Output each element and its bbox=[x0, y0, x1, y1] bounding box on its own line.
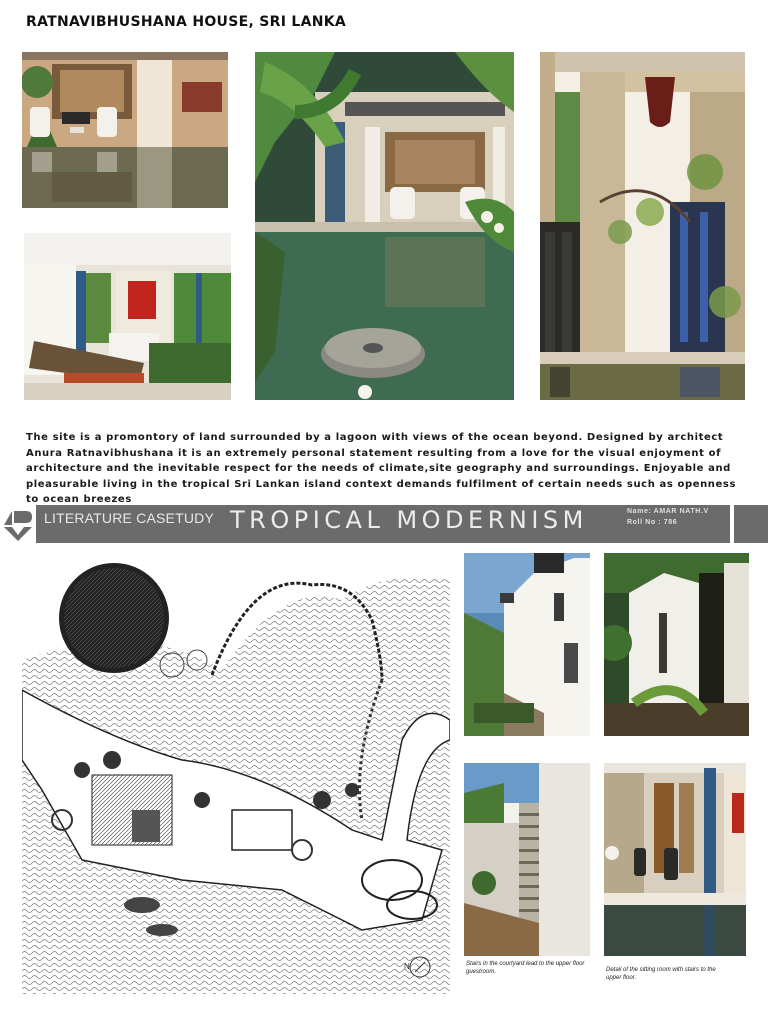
north-label: N bbox=[404, 962, 410, 971]
main-heading: TROPICAL MODERNISM bbox=[230, 506, 588, 534]
roll-number: Roll No : 786 bbox=[627, 519, 678, 526]
stone-frame-photo bbox=[540, 52, 745, 400]
white-walls-stairs-photo bbox=[464, 553, 590, 736]
courtyard-pool-photo bbox=[255, 52, 514, 400]
apv-logo bbox=[2, 505, 34, 543]
sitting-room-photo bbox=[604, 763, 746, 956]
dining-room-photo bbox=[24, 233, 231, 400]
banner-end-block bbox=[734, 505, 768, 543]
caption-courtyard-stairs: Stairs in the courtyard lead to the upper floor guestroom. bbox=[466, 961, 585, 975]
description-text: The site is a promontory of land surrounded by a lagoon with views of the ocean beyond. Designed by architect Anura Ratnavibhushana it is an extremely personal statement resulting from a love for the visual enjoyment of architecture and the inevitable respect for the needs of climate,site geography and surroundings. Enjoyable and pleasurable living in the tropical Sri Lankan island context demands fulfilment of certain needs such as openness to ocean breezes bbox=[26, 432, 737, 505]
page-title: RATNAVIBHUSHANA HOUSE, SRI LANKA bbox=[26, 14, 347, 30]
section-label: LITERATURE CASETUDY bbox=[44, 510, 215, 526]
courtyard-stairs-photo bbox=[464, 763, 590, 956]
living-room-photo bbox=[22, 52, 228, 208]
author-name: Name: AMAR NATH.V bbox=[627, 508, 709, 515]
caption-sitting-room: Detail of the sitting room with stairs to the upper floor. bbox=[606, 967, 716, 981]
garden-wall-photo bbox=[604, 553, 749, 736]
site-plan-drawing bbox=[22, 560, 450, 994]
